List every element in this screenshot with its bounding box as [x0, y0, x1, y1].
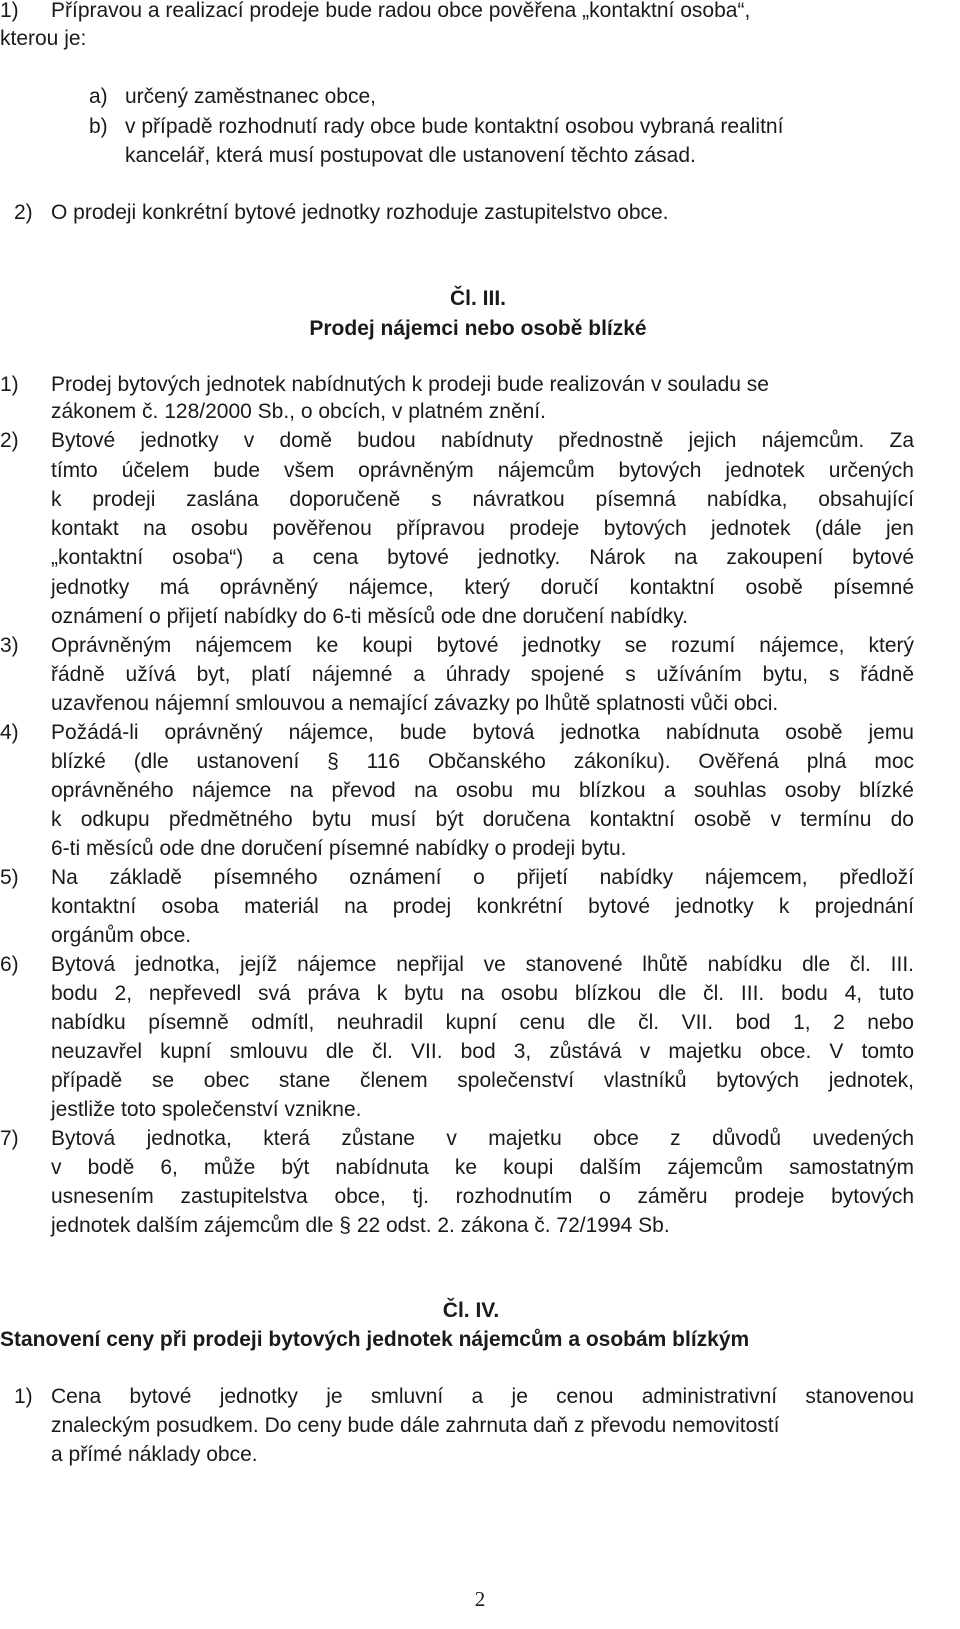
- paragraph-line: Oprávněným nájemcem ke koupi bytové jednotky se rozumí nájemce, který: [51, 634, 914, 657]
- paragraph-line: kterou je:: [0, 27, 87, 50]
- paragraph-line: Požádá-li oprávněný nájemce, bude bytová jednotka nabídnuta osobě jemu: [51, 721, 914, 744]
- list-number: 1): [14, 1385, 33, 1408]
- paragraph-line: Prodej bytových jednotek nabídnutých k prodeji bude realizován v souladu se: [51, 373, 769, 396]
- paragraph-line: v bodě 6, může být nabídnuta ke koupi dalším zájemcům samostatným: [51, 1156, 914, 1179]
- paragraph-line: jestliže toto společenství vznikne.: [51, 1098, 362, 1121]
- list-number: 1): [0, 0, 19, 22]
- paragraph-line: a přímé náklady obce.: [51, 1443, 258, 1466]
- article-heading: Čl. IV.: [442, 1299, 500, 1322]
- paragraph-line: Bytová jednotka, která zůstane v majetku obce z důvodů uvedených: [51, 1127, 914, 1150]
- paragraph-line: Přípravou a realizací prodeje bude radou obce pověřena „kontaktní osoba“,: [51, 0, 751, 22]
- paragraph-line: jednotky má oprávněný nájemce, který doručí kontaktní osobě písemné: [51, 576, 914, 599]
- page-number: 2: [474, 1587, 486, 1611]
- paragraph-line: zákonem č. 128/2000 Sb., o obcích, v platném znění.: [51, 400, 546, 423]
- sub-list-letter: a): [89, 85, 108, 108]
- list-number: 2): [0, 429, 19, 452]
- article-title: Prodej nájemci nebo osobě blízké: [309, 317, 647, 340]
- paragraph-line: „kontaktní osoba“) a cena bytové jednotky. Nárok na zakoupení bytové: [51, 546, 914, 569]
- paragraph-line: tímto účelem bude všem oprávněným nájemcům bytových jednotek určených: [51, 459, 914, 482]
- list-number: 4): [0, 721, 19, 744]
- paragraph-line: případě se obec stane členem společenství vlastníků bytových jednotek,: [51, 1069, 914, 1092]
- list-number: 7): [0, 1127, 19, 1150]
- paragraph-line: uzavřenou nájemní smlouvou a nemající závazky po lhůtě splatnosti vůči obci.: [51, 692, 779, 715]
- list-number: 6): [0, 953, 19, 976]
- paragraph-line: určený zaměstnanec obce,: [125, 85, 376, 108]
- paragraph-line: k odkupu předmětného bytu musí být doručena kontaktní osobě v termínu do: [51, 808, 914, 831]
- paragraph-line: kontakt na osobu pověřenou přípravou prodeje bytových jednotek (dále jen: [51, 517, 914, 540]
- paragraph-line: orgánům obce.: [51, 924, 192, 947]
- paragraph-line: oznámení o přijetí nabídky do 6-ti měsíců ode dne doručení nabídky.: [51, 605, 688, 628]
- paragraph-line: jednotek dalším zájemcům dle § 22 odst. 2. zákona č. 72/1994 Sb.: [51, 1214, 670, 1237]
- paragraph-line: bodu 2, nepřevedl svá práva k bytu na osobu blízkou dle čl. III. bodu 4, tuto: [51, 982, 914, 1005]
- list-number: 5): [0, 866, 19, 889]
- paragraph-line: Cena bytové jednotky je smluvní a je cenou administrativní stanovenou: [51, 1385, 914, 1408]
- paragraph-line: kancelář, která musí postupovat dle ustanovení těchto zásad.: [125, 144, 696, 167]
- paragraph-line: nabídku písemně odmítl, neuhradil kupní cenu dle čl. VII. bod 1, 2 nebo: [51, 1011, 914, 1034]
- paragraph-line: Na základě písemného oznámení o přijetí nabídky nájemcem, předloží: [51, 866, 914, 889]
- paragraph-line: oprávněného nájemce na převod na osobu mu blízkou a souhlas osoby blízké: [51, 779, 914, 802]
- paragraph-line: znaleckým posudkem. Do ceny bude dále zahrnuta daň z převodu nemovitostí: [51, 1414, 780, 1437]
- paragraph-line: neuzavřel kupní smlouvu dle čl. VII. bod 3, zůstává v majetku obce. V tomto: [51, 1040, 914, 1063]
- list-number: 3): [0, 634, 19, 657]
- paragraph-line: kontaktní osoba materiál na prodej konkrétní bytové jednotky k projednání: [51, 895, 914, 918]
- paragraph-line: řádně užívá byt, platí nájemné a úhrady spojené s užíváním bytu, s řádně: [51, 663, 914, 686]
- paragraph-line: k prodeji zaslána doporučeně s návratkou písemná nabídka, obsahující: [51, 488, 914, 511]
- paragraph-line: v případě rozhodnutí rady obce bude kontaktní osobou vybraná realitní: [125, 115, 784, 138]
- list-number: 2): [14, 201, 33, 224]
- list-number: 1): [0, 373, 19, 396]
- sub-list-letter: b): [89, 115, 108, 138]
- paragraph-line: O prodeji konkrétní bytové jednotky rozhoduje zastupitelstvo obce.: [51, 201, 669, 224]
- paragraph-line: Bytové jednotky v domě budou nabídnuty přednostně jejich nájemcům. Za: [51, 429, 914, 452]
- article-title: Stanovení ceny při prodeji bytových jednotek nájemcům a osobám blízkým: [0, 1328, 750, 1351]
- article-heading: Čl. III.: [449, 287, 506, 310]
- paragraph-line: usnesením zastupitelstva obce, tj. rozhodnutím o záměru prodeje bytových: [51, 1185, 914, 1208]
- paragraph-line: blízké (dle ustanovení § 116 Občanského zákoníku). Ověřená plná moc: [51, 750, 914, 773]
- paragraph-line: Bytová jednotka, jejíž nájemce nepřijal ve stanovené lhůtě nabídku dle čl. III.: [51, 953, 914, 976]
- paragraph-line: 6-ti měsíců ode dne doručení písemné nabídky o prodeji bytu.: [51, 837, 627, 860]
